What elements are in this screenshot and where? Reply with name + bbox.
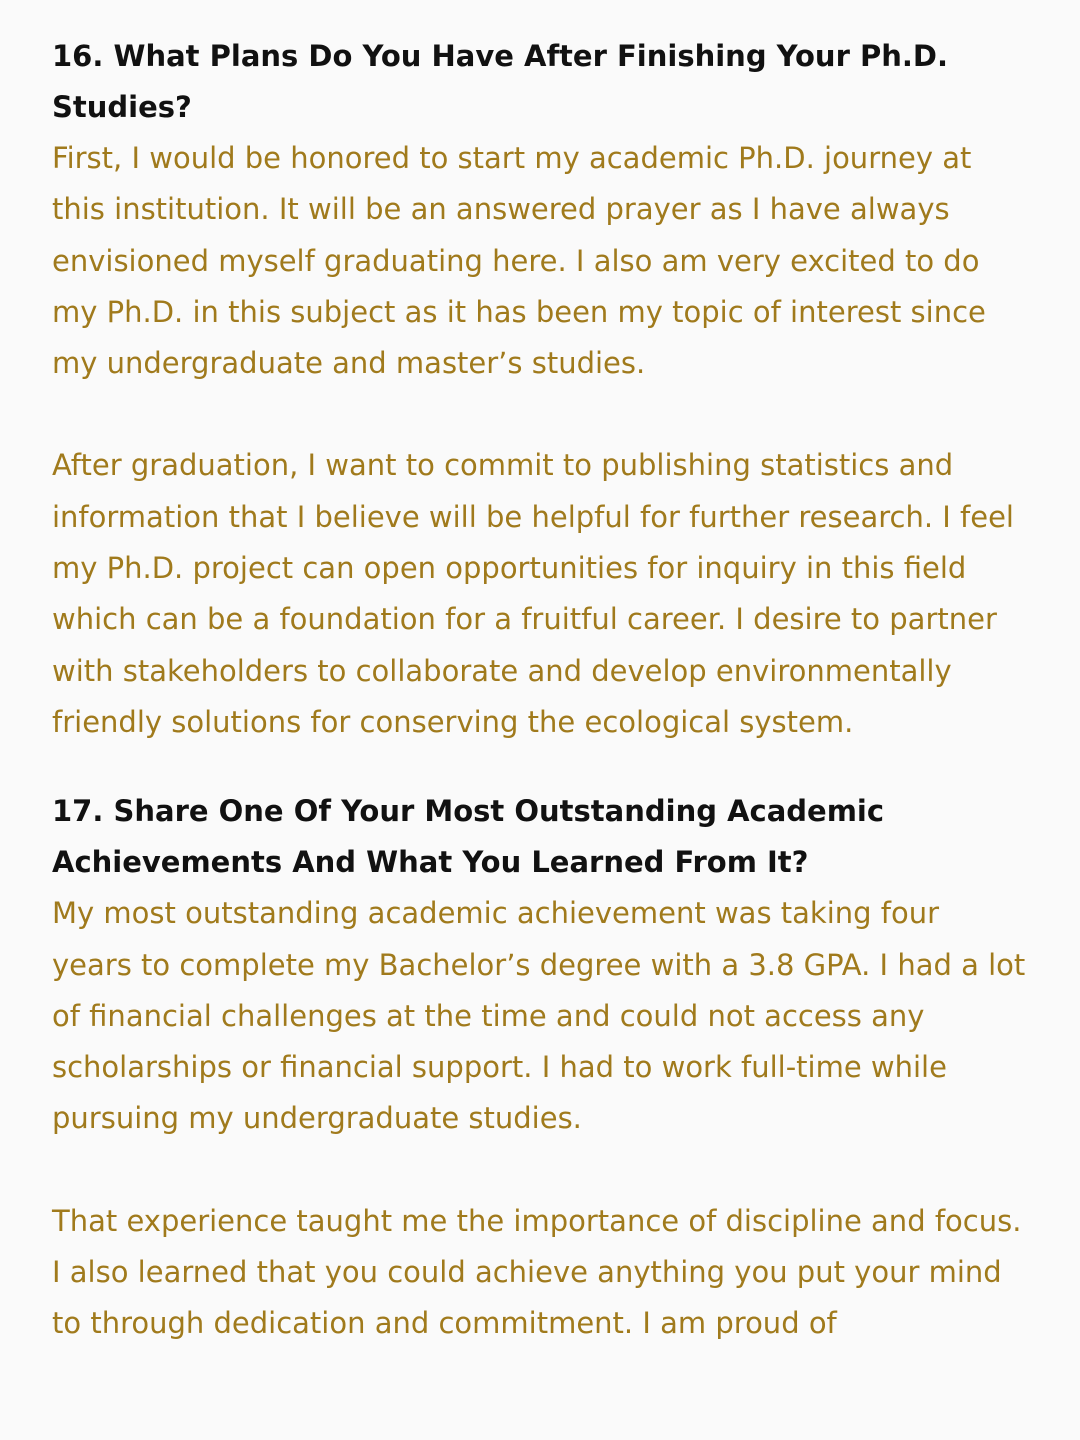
question-heading-17: 17. Share One Of Your Most Outstanding Academic Achievements And What You Learned From It? xyxy=(52,794,885,880)
question-heading-16: 16. What Plans Do You Have After Finishing Your Ph.D. Studies? xyxy=(52,39,948,124)
answer-paragraph: After graduation, I want to commit to publishing statistics and information that I believe will be helpful for further research. I feel my Ph.D. project can open opportunities for inquiry in this field which can be a foundation for a fruitful career. I desire to partner with stakeholders to collaborate and develop environmentally friendly solutions for conserving the ecological system. xyxy=(52,448,1014,739)
answer-paragraph: That experience taught me the importance of discipline and focus. I also learned that you could achieve anything you put your mind to through dedication and commitment. I am proud of xyxy=(52,1203,1022,1341)
paragraph-spacer xyxy=(52,389,1028,440)
paragraph-spacer xyxy=(52,1145,1028,1196)
section-spacer xyxy=(52,748,1028,786)
answer-paragraph: First, I would be honored to start my academic Ph.D. journey at this institution. It will be an answered prayer as I have always envisioned myself graduating here. I also am very excited to do my Ph.D. in this subject as it has been my topic of interest since my undergraduate and master’s studies. xyxy=(52,141,986,381)
answer-paragraph: My most outstanding academic achievement was taking four years to complete my Bachelor’s degree with a 3.8 GPA. I had a lot of financial challenges at the time and could not access any scholarships or financial support. I had to work full-time while pursuing my undergraduate studies. xyxy=(52,896,1026,1136)
